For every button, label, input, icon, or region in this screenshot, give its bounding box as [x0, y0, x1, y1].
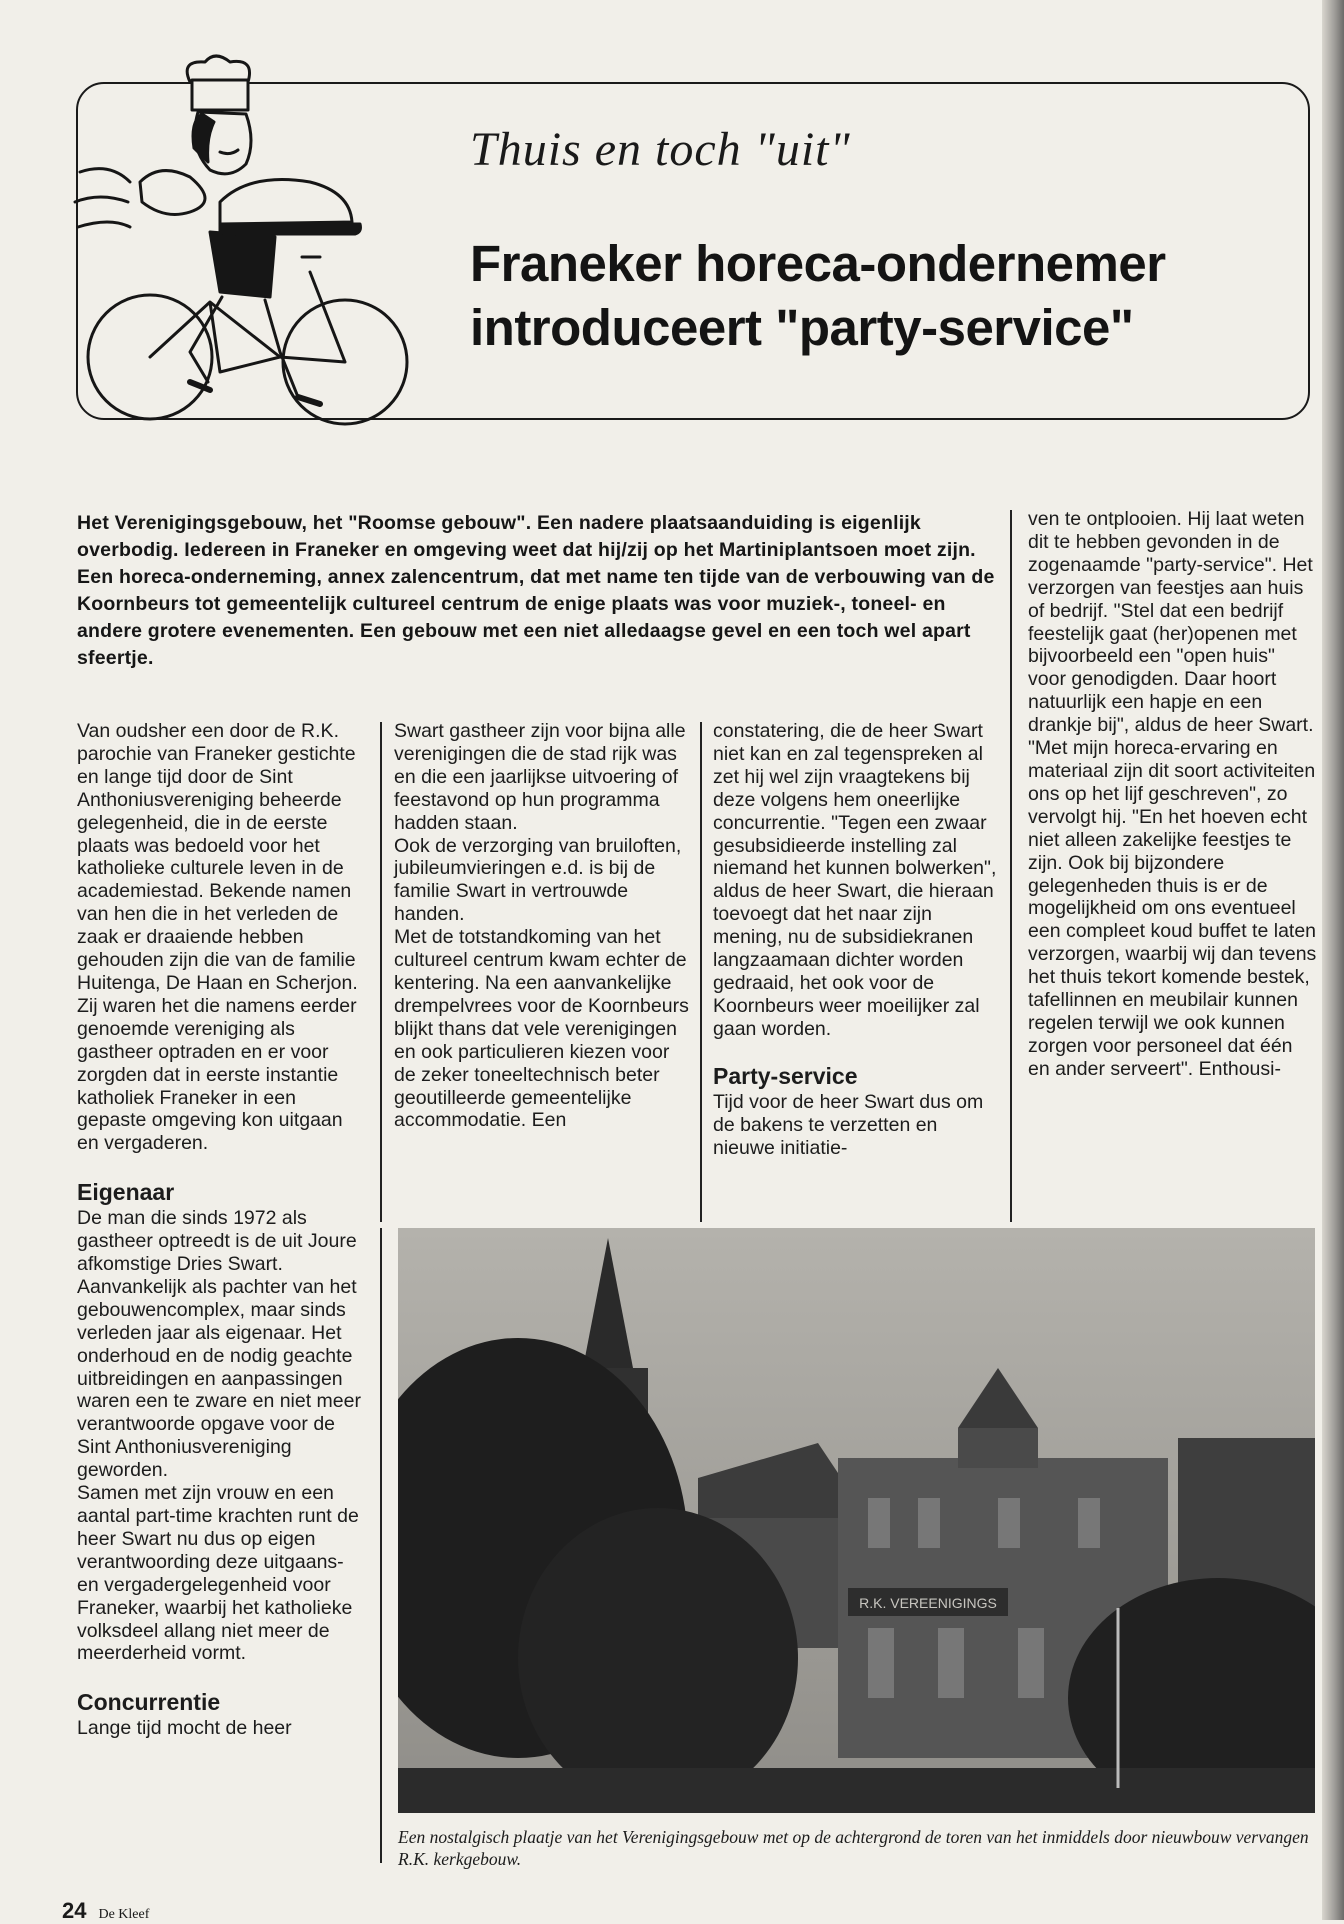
- subheading-party-service: Party-service: [713, 1062, 858, 1089]
- column-rule-4: [380, 1228, 382, 1863]
- headline-line-2: introduceert "party-service": [470, 299, 1134, 356]
- verenigingsgebouw-photo: [398, 1228, 1315, 1813]
- facade-sign-text: R.K. VEREENIGINGS: [859, 1595, 997, 1611]
- paragraph: Ook de verzorging van bruiloften, jubileumvieringen e.d. is bij de familie Swart in vertrouwde handen.: [394, 834, 682, 926]
- page-footer: [62, 1898, 149, 1924]
- headline: [470, 232, 1290, 360]
- paragraph: Met de totstandkoming van het cultureel centrum kwam echter de kentering. Na een aanvankelijke drempelvrees voor de Koornbeurs blijkt thans dat vele verenigingen en ook particulieren kiezen voor de zeker toneeltechnisch beter geoutilleerde gemeentelijke accommodatie. Een: [394, 926, 689, 1132]
- magazine-name: De Kleef: [98, 1907, 150, 1922]
- paragraph: Tijd voor de heer Swart dus om de bakens te verzetten en nieuwe initiatie-: [713, 1090, 984, 1159]
- paragraph: Van oudsher een door de R.K. parochie van Franeker gestichte en lange tijd door de Sint Anthoniusvereniging beheerde gelegenheid, die in de eerste plaats was bedoeld voor het katholieke culturele leven in de academiestad. Bekende namen van hen die in het verleden de zaak er draaiende hebben gehouden zijn die van de familie Huitenga, De Haan en Scherjon. Zij waren het die namens eerder genoemde vereniging als gastheer optraden en er voor zorgden dat in eerste instantie katholiek Franeker in een gepaste omgeving kon uitgaan en vergaderen.: [77, 720, 358, 1155]
- photo-caption: Een nostalgisch plaatje van het Verenigingsgebouw met op de achtergrond de toren van het inmiddels door nieuwbouw vervangen R.K. kerkgebouw.: [398, 1827, 1309, 1869]
- column-rule-3: [1010, 510, 1012, 1222]
- kicker-title: Thuis en toch "uit": [470, 123, 851, 176]
- paragraph: ven te ontplooien. Hij laat weten dit te hebben gevonden in de zogenaamde "party-service". Het verzorgen van feestjes aan huis of bedrijf. "Stel dat een bedrijf feestelijk gaat (her)openen met bijvoorbeeld een "open huis" voor genodigden. Daar hoort natuurlijk een hapje en een drankje bij", aldus de heer Swart. "Met mijn horeca-ervaring en materiaal zijn dit soort activiteiten ons op het lijf geschreven", zo vervolgt hij. "En het hoeven echt niet alleen zakelijke feestjes te zijn. Ook bij bijzondere gelegenheden thuis is er de mogelijkheid om ons eventueel een compleet koud buffet te laten verzorgen, waarbij wij dan tevens het thuis tekort komende bestek, tafellinnen en meubilair kunnen regelen terwijl we ook kunnen zorgen voor personeel dat één en ander serveert". Enthousi-: [1028, 508, 1317, 1080]
- paragraph: Samen met zijn vrouw en een aantal part-time krachten runt de heer Swart nu dus op eigen verantwoording deze uitgaans- en vergadergelegenheid voor Franeker, waarbij het katholieke volksdeel allang niet meer de meerderheid vormt.: [77, 1482, 359, 1665]
- article-column-4: [1028, 508, 1318, 1081]
- paragraph: constatering, die de heer Swart niet kan en zal tegenspreken al zet hij wel zijn vraagtekens bij deze volgens hem oneerlijke concurrentie. "Tegen een zwaar gesubsidieerde instelling zal niemand het kunnen bolwerken", aldus de heer Swart, die hieraan toevoegt dat het naar zijn mening, nu de subsidiekranen langzaamaan dichter worden gedraaid, het ook voor de Koornbeurs weer moeilijker zal gaan worden.: [713, 720, 997, 1040]
- column-rule-2: [700, 722, 702, 1222]
- article-column-3: [713, 720, 998, 1159]
- subheading-concurrentie: Concurrentie: [77, 1689, 221, 1716]
- column-rule-1: [380, 722, 382, 1222]
- page-number: 24: [62, 1898, 87, 1923]
- headline-line-1: Franeker horeca-ondernemer: [470, 235, 1166, 292]
- subheading-eigenaar: Eigenaar: [77, 1179, 175, 1206]
- paragraph: De man die sinds 1972 als gastheer optreedt is de uit Joure afkomstige Dries Swart. Aanvankelijk als pachter van het gebouwencomplex, maar sinds verleden jaar als eigenaar. Het onderhoud en de nodig geachte uitbreidingen en aanpassingen waren een te zware en niet meer verantwoorde opgave voor de Sint Anthoniusvereniging geworden.: [77, 1207, 361, 1482]
- paragraph: Swart gastheer zijn voor bijna alle verenigingen die de stad rijk was en die een jaarlijkse uitvoering of feestavond op hun programma hadden staan.: [394, 720, 686, 834]
- article-column-2: [394, 720, 694, 1132]
- intro-paragraph: Het Verenigingsgebouw, het "Roomse gebouw". Een nadere plaatsaanduiding is eigenlijk overbodig. Iedereen in Franeker en omgeving weet dat hij/zij op het Martiniplantsoen moet zijn. Een horeca-onderneming, annex zalencentrum, dat met name ten tijde van de verbouwing van de Koornbeurs tot gemeentelijk cultureel centrum de enige plaats was voor muziek-, toneel- en andere grotere evenementen. Een gebouw met een niet alledaagse gevel en een toch wel apart sfeertje.: [77, 512, 995, 669]
- article-column-1: [77, 720, 367, 1740]
- page-edge-shadow: [1322, 0, 1344, 1920]
- chef-on-bicycle-illustration: [70, 52, 440, 442]
- paragraph: Lange tijd mocht de heer: [77, 1717, 292, 1740]
